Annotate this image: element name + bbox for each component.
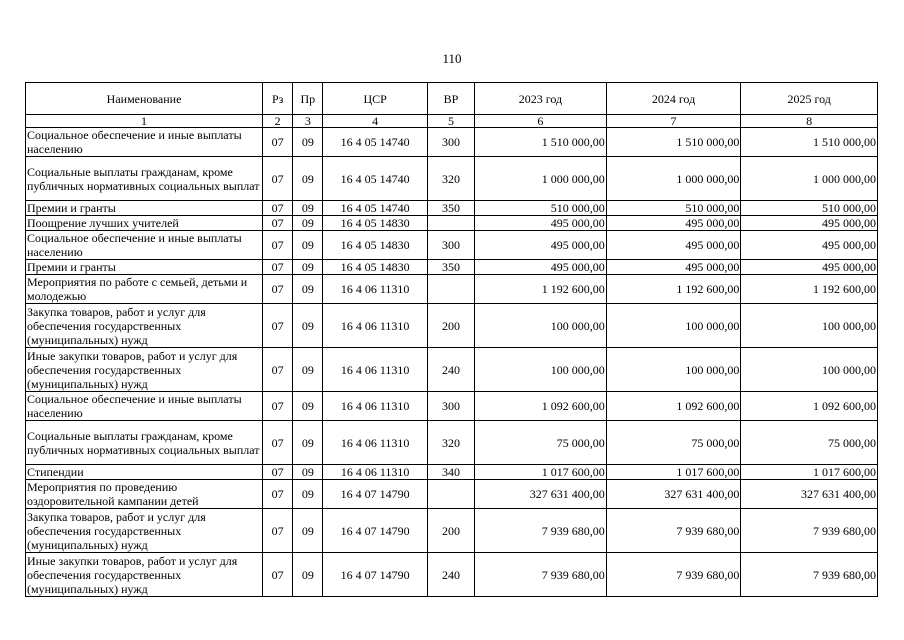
cell-rz: 07: [263, 421, 293, 465]
cell-2024: 1 510 000,00: [606, 128, 741, 157]
cell-2024: 75 000,00: [606, 421, 741, 465]
cell-2025: 1 017 600,00: [741, 465, 878, 480]
header-2023: 2023 год: [475, 83, 607, 115]
cell-pr: 09: [293, 304, 323, 348]
cell-csr: 16 4 05 14830: [323, 231, 427, 260]
cell-2025: 1 092 600,00: [741, 392, 878, 421]
cell-name: Стипендии: [26, 465, 263, 480]
page-number: 110: [442, 51, 462, 66]
cell-2023: 1 510 000,00: [475, 128, 607, 157]
cell-csr: 16 4 07 14790: [323, 480, 427, 509]
cell-pr: 09: [293, 128, 323, 157]
header-pr: Пр: [293, 83, 323, 115]
cell-2023: 495 000,00: [475, 260, 607, 275]
cell-rz: 07: [263, 304, 293, 348]
table-row: [26, 553, 878, 597]
column-number: 2: [263, 115, 293, 128]
cell-vr: 300: [427, 231, 474, 260]
table-row: [26, 480, 878, 509]
cell-2023: 495 000,00: [475, 216, 607, 231]
cell-rz: 07: [263, 157, 293, 201]
cell-rz: 07: [263, 216, 293, 231]
cell-csr: 16 4 05 14740: [323, 157, 427, 201]
header-name: Наименование: [26, 83, 263, 115]
cell-2025: 100 000,00: [741, 304, 878, 348]
cell-vr: 350: [427, 201, 474, 216]
cell-2024: 7 939 680,00: [606, 509, 741, 553]
cell-name: Премии и гранты: [26, 260, 263, 275]
cell-rz: 07: [263, 465, 293, 480]
cell-rz: 07: [263, 392, 293, 421]
table-row: [26, 216, 878, 231]
cell-pr: 09: [293, 260, 323, 275]
cell-name: Премии и гранты: [26, 201, 263, 216]
cell-vr: 240: [427, 348, 474, 392]
cell-name: Мероприятия по проведению оздоровительной кампании детей: [26, 480, 263, 509]
cell-vr: 320: [427, 421, 474, 465]
cell-2024: 495 000,00: [606, 260, 741, 275]
cell-2025: 7 939 680,00: [741, 509, 878, 553]
cell-2025: 75 000,00: [741, 421, 878, 465]
cell-2024: 100 000,00: [606, 348, 741, 392]
cell-2023: 495 000,00: [475, 231, 607, 260]
cell-2025: 495 000,00: [741, 260, 878, 275]
cell-rz: 07: [263, 553, 293, 597]
cell-csr: 16 4 07 14790: [323, 553, 427, 597]
cell-vr: [427, 275, 474, 304]
cell-name: Мероприятия по работе с семьей, детьми и молодежью: [26, 275, 263, 304]
cell-name: Социальные выплаты гражданам, кроме публичных нормативных социальных выплат: [26, 157, 263, 201]
cell-vr: 350: [427, 260, 474, 275]
cell-2023: 100 000,00: [475, 348, 607, 392]
cell-2025: 1 510 000,00: [741, 128, 878, 157]
header-row: [26, 83, 878, 115]
cell-2023: 7 939 680,00: [475, 553, 607, 597]
cell-pr: 09: [293, 275, 323, 304]
cell-csr: 16 4 06 11310: [323, 465, 427, 480]
table-row: [26, 392, 878, 421]
table-row: [26, 231, 878, 260]
cell-csr: 16 4 05 14830: [323, 260, 427, 275]
cell-vr: 200: [427, 509, 474, 553]
cell-2024: 495 000,00: [606, 216, 741, 231]
cell-name: Социальное обеспечение и иные выплаты населению: [26, 392, 263, 421]
cell-vr: [427, 216, 474, 231]
cell-name: Закупка товаров, работ и услуг для обеспечения государственных (муниципальных) нужд: [26, 304, 263, 348]
cell-2025: 495 000,00: [741, 216, 878, 231]
cell-vr: 320: [427, 157, 474, 201]
column-number: 8: [741, 115, 878, 128]
cell-rz: 07: [263, 480, 293, 509]
cell-rz: 07: [263, 348, 293, 392]
cell-rz: 07: [263, 128, 293, 157]
cell-2025: 1 192 600,00: [741, 275, 878, 304]
cell-2024: 100 000,00: [606, 304, 741, 348]
cell-2025: 495 000,00: [741, 231, 878, 260]
budget-table: [25, 82, 878, 597]
cell-csr: 16 4 06 11310: [323, 304, 427, 348]
cell-pr: 09: [293, 231, 323, 260]
cell-2025: 510 000,00: [741, 201, 878, 216]
cell-2024: 7 939 680,00: [606, 553, 741, 597]
cell-2024: 495 000,00: [606, 231, 741, 260]
cell-name: Иные закупки товаров, работ и услуг для обеспечения государственных (муниципальных) нужд: [26, 348, 263, 392]
column-number: 4: [323, 115, 427, 128]
cell-pr: 09: [293, 480, 323, 509]
cell-2024: 1 017 600,00: [606, 465, 741, 480]
cell-csr: 16 4 05 14830: [323, 216, 427, 231]
header-csr: ЦСР: [323, 83, 427, 115]
cell-rz: 07: [263, 231, 293, 260]
cell-csr: 16 4 05 14740: [323, 128, 427, 157]
cell-2025: 327 631 400,00: [741, 480, 878, 509]
cell-rz: 07: [263, 509, 293, 553]
cell-2023: 327 631 400,00: [475, 480, 607, 509]
column-number: 1: [26, 115, 263, 128]
cell-vr: 300: [427, 128, 474, 157]
table-row: [26, 509, 878, 553]
cell-2024: 1 092 600,00: [606, 392, 741, 421]
table-row: [26, 421, 878, 465]
cell-vr: 300: [427, 392, 474, 421]
cell-name: Социальное обеспечение и иные выплаты населению: [26, 128, 263, 157]
cell-pr: 09: [293, 553, 323, 597]
cell-name: Социальное обеспечение и иные выплаты населению: [26, 231, 263, 260]
cell-2023: 100 000,00: [475, 304, 607, 348]
column-number: 7: [606, 115, 741, 128]
table-row: [26, 275, 878, 304]
table-row: [26, 465, 878, 480]
cell-pr: 09: [293, 157, 323, 201]
table-row: [26, 348, 878, 392]
cell-vr: [427, 480, 474, 509]
header-vr: ВР: [427, 83, 474, 115]
cell-2025: 1 000 000,00: [741, 157, 878, 201]
cell-2024: 1 000 000,00: [606, 157, 741, 201]
cell-2023: 1 192 600,00: [475, 275, 607, 304]
header-2025: 2025 год: [741, 83, 878, 115]
cell-name: Социальные выплаты гражданам, кроме публичных нормативных социальных выплат: [26, 421, 263, 465]
column-number: 3: [293, 115, 323, 128]
cell-csr: 16 4 05 14740: [323, 201, 427, 216]
cell-2023: 1 000 000,00: [475, 157, 607, 201]
cell-2023: 1 017 600,00: [475, 465, 607, 480]
table-row: [26, 260, 878, 275]
cell-name: Закупка товаров, работ и услуг для обеспечения государственных (муниципальных) нужд: [26, 509, 263, 553]
cell-pr: 09: [293, 509, 323, 553]
cell-pr: 09: [293, 216, 323, 231]
cell-pr: 09: [293, 348, 323, 392]
cell-vr: 340: [427, 465, 474, 480]
cell-rz: 07: [263, 260, 293, 275]
cell-csr: 16 4 07 14790: [323, 509, 427, 553]
table-row: [26, 304, 878, 348]
cell-2023: 7 939 680,00: [475, 509, 607, 553]
cell-csr: 16 4 06 11310: [323, 421, 427, 465]
cell-csr: 16 4 06 11310: [323, 275, 427, 304]
table-row: [26, 128, 878, 157]
cell-pr: 09: [293, 201, 323, 216]
cell-2024: 510 000,00: [606, 201, 741, 216]
column-number-row: [26, 115, 878, 128]
cell-2025: 7 939 680,00: [741, 553, 878, 597]
cell-2025: 100 000,00: [741, 348, 878, 392]
cell-2023: 1 092 600,00: [475, 392, 607, 421]
cell-2024: 327 631 400,00: [606, 480, 741, 509]
cell-name: Иные закупки товаров, работ и услуг для обеспечения государственных (муниципальных) нужд: [26, 553, 263, 597]
cell-csr: 16 4 06 11310: [323, 348, 427, 392]
cell-vr: 240: [427, 553, 474, 597]
cell-name: Поощрение лучших учителей: [26, 216, 263, 231]
cell-rz: 07: [263, 201, 293, 216]
cell-vr: 200: [427, 304, 474, 348]
cell-2024: 1 192 600,00: [606, 275, 741, 304]
header-2024: 2024 год: [606, 83, 741, 115]
cell-pr: 09: [293, 392, 323, 421]
header-rz: Рз: [263, 83, 293, 115]
cell-pr: 09: [293, 465, 323, 480]
cell-pr: 09: [293, 421, 323, 465]
table-row: [26, 157, 878, 201]
cell-rz: 07: [263, 275, 293, 304]
cell-2023: 75 000,00: [475, 421, 607, 465]
column-number: 5: [427, 115, 474, 128]
table-row: [26, 201, 878, 216]
column-number: 6: [475, 115, 607, 128]
cell-csr: 16 4 06 11310: [323, 392, 427, 421]
cell-2023: 510 000,00: [475, 201, 607, 216]
